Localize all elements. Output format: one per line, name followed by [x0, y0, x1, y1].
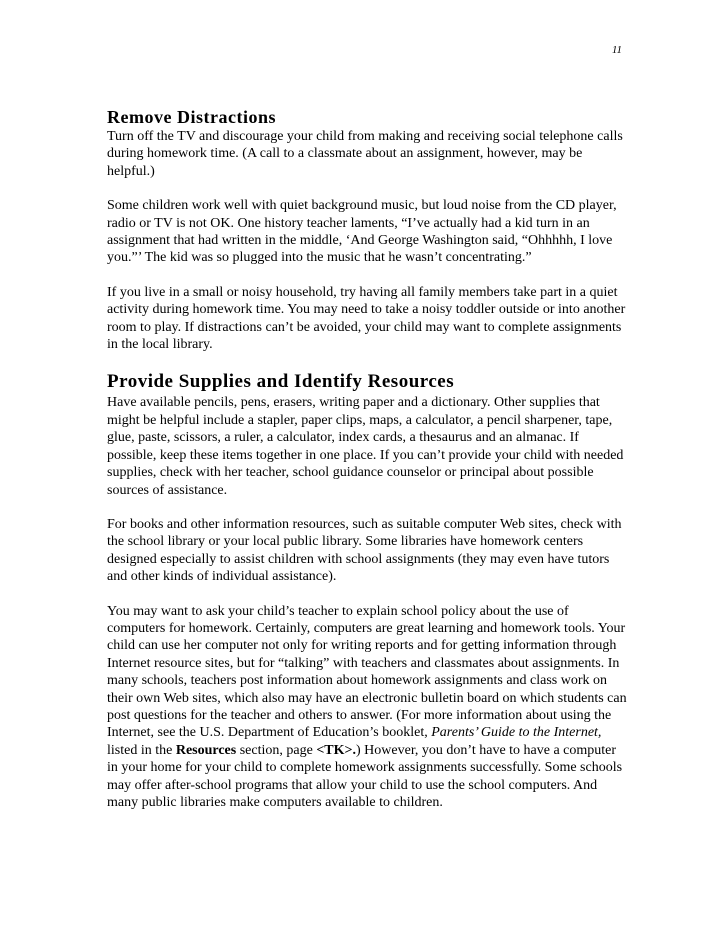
paragraph-text: You may want to ask your child’s teacher to explain school policy about the use of computers for homework. Certainly, computers are great learning and homework tools. Your child can use her computer not only for writing reports and for getting information through Internet resource sites, but for “talking” with teachers and classmates about assignments. In many schools, teachers post information about homework assignments and class work on their own Web sites, which also may have an electronic bulletin board on which students can post questions for the teacher and others to answer. (For more information about using the Internet, see the U.S. Department of Education’s booklet, — [107, 603, 627, 741]
resources-label: Resources — [175, 742, 237, 758]
document-body — [107, 106, 627, 828]
paragraph-text: ) However, you don’t have to have a computer in your home for your child to complete homework assignments successfully. Some schools may offer after-school programs that allow your child to use the school computers. And many public libraries make computers available to children. — [107, 742, 623, 810]
paragraph: For books and other information resources, such as suitable computer Web sites, check with the school library or your local public library. Some libraries have homework centers designed especially to assist children with school assignments (they may even have tutors and other kinds of individual assistance). — [107, 516, 622, 585]
page-number: 11 — [611, 44, 622, 56]
page-reference: <TK>. — [316, 742, 357, 758]
paragraph: If you live in a small or noisy household, try having all family members take part in a quiet activity during homework time. You may need to take a noisy toddler outside or into another room to play. If distractions can’t be avoided, your child may want to complete assignments in the local library. — [107, 284, 626, 353]
paragraph: Have available pencils, pens, erasers, writing paper and a dictionary. Other supplies that might be helpful include a stapler, paper clips, maps, a calculator, a pencil sharpener, tape, glue, paste, scissors, a ruler, a calculator, index cards, a thesaurus and an almanac. If possible, keep these items together in one place. If you can’t provide your child with needed supplies, check with her teacher, school guidance counselor or principal about possible sources of assistance. — [107, 395, 624, 498]
booklet-title: Parents’ Guide to the Internet, — [431, 725, 602, 741]
paragraph-text: listed in the — [107, 742, 176, 758]
section-heading-provide-supplies: Provide Supplies and Identify Resources — [107, 371, 455, 393]
section-heading-remove-distractions: Remove Distractions — [107, 107, 276, 127]
paragraph-text: section, page — [236, 742, 317, 758]
paragraph-computers — [107, 603, 627, 812]
paragraph: Some children work well with quiet background music, but loud noise from the CD player, radio or TV is not OK. One history teacher laments, “I’ve actually had a kid turn in an assignment that had written in the middle, ‘And George Washington said, “Ohhhhh, I love you.”’ The kid was so plugged into the music that he wasn’t concentrating.” — [107, 198, 617, 266]
paragraph: Turn off the TV and discourage your child from making and receiving social telephone calls during homework time. (A call to a classmate about an assignment, however, may be helpful.) — [107, 129, 623, 179]
